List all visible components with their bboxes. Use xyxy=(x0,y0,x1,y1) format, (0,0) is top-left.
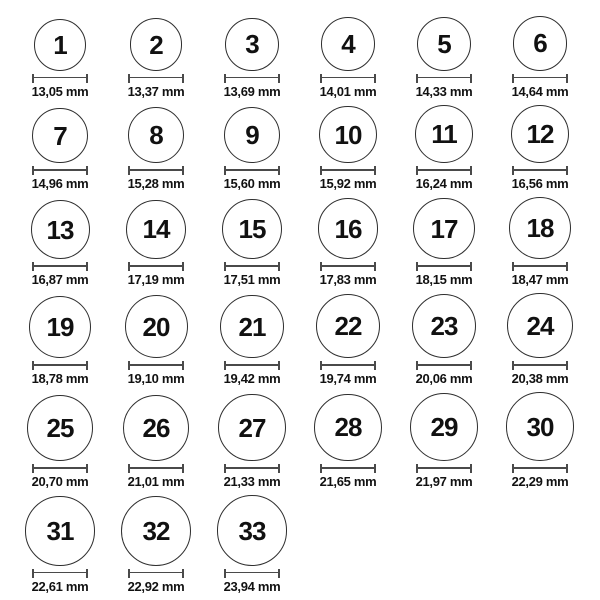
ring-size-cell xyxy=(396,294,492,387)
chart-row xyxy=(12,105,588,191)
ring-size-cell xyxy=(12,395,108,489)
ring-size-number: 10 xyxy=(334,119,362,150)
ring-circle xyxy=(511,105,569,163)
measure-line-bar xyxy=(322,467,374,469)
ring-circle xyxy=(27,395,93,461)
diameter-label: 18,78 mm xyxy=(31,371,89,387)
measure-line-bar xyxy=(322,364,374,366)
diameter-label: 15,28 mm xyxy=(127,176,185,192)
diameter-measure-line xyxy=(128,166,184,175)
measure-line-bar xyxy=(514,364,566,366)
diameter-label: 23,94 mm xyxy=(223,578,281,594)
diameter-measure-line xyxy=(32,464,88,473)
diameter-measure-line xyxy=(320,74,376,83)
diameter-label: 17,19 mm xyxy=(127,272,185,288)
measure-line-bar xyxy=(226,77,278,79)
ring-size-cell xyxy=(204,394,300,489)
ring-size-number: 8 xyxy=(149,120,163,151)
ring-circle xyxy=(130,18,183,71)
diameter-measure-line xyxy=(416,464,472,473)
ring-size-number: 28 xyxy=(334,412,362,443)
ring-size-number: 22 xyxy=(334,311,362,342)
ring-circle xyxy=(314,394,382,462)
measure-line-bar xyxy=(418,77,470,79)
measure-line-bar xyxy=(418,467,470,469)
diameter-label: 13,69 mm xyxy=(223,83,281,99)
ring-size-cell xyxy=(108,395,204,490)
ring-circle xyxy=(506,392,575,461)
ring-size-cell xyxy=(108,200,204,288)
ring-circle xyxy=(321,17,375,71)
ring-circle xyxy=(507,293,572,358)
diameter-measure-line xyxy=(416,262,472,271)
ring-circle xyxy=(513,16,568,71)
ring-size-number: 1 xyxy=(53,29,67,60)
measure-line-bar xyxy=(34,77,86,79)
measure-line-bar xyxy=(226,265,278,267)
measure-line-bar xyxy=(514,77,566,79)
measure-line-bar xyxy=(130,364,182,366)
ring-size-cell xyxy=(12,108,108,192)
diameter-label: 16,24 mm xyxy=(415,176,473,192)
ring-size-cell xyxy=(300,106,396,191)
diameter-label: 21,01 mm xyxy=(127,474,185,490)
measure-line-bar xyxy=(34,169,86,171)
diameter-label: 14,01 mm xyxy=(319,83,377,99)
ring-circle xyxy=(318,198,379,259)
ring-size-number: 27 xyxy=(238,412,266,443)
ring-size-cell xyxy=(300,198,396,287)
measure-line-bar xyxy=(226,572,278,574)
measure-line-bar xyxy=(34,467,86,469)
ring-circle xyxy=(316,294,380,358)
chart-row xyxy=(12,293,588,386)
diameter-measure-line xyxy=(224,569,280,578)
ring-size-cell xyxy=(204,295,300,387)
diameter-label: 20,06 mm xyxy=(415,371,473,387)
ring-circle xyxy=(121,496,191,566)
diameter-label: 20,38 mm xyxy=(511,371,569,387)
diameter-measure-line xyxy=(320,464,376,473)
diameter-label: 21,33 mm xyxy=(223,474,281,490)
diameter-measure-line xyxy=(32,166,88,175)
ring-circle xyxy=(123,395,190,462)
diameter-label: 14,33 mm xyxy=(415,83,473,99)
diameter-label: 13,37 mm xyxy=(127,83,185,99)
diameter-measure-line xyxy=(224,74,280,83)
measure-line-bar xyxy=(322,77,374,79)
ring-size-cell xyxy=(108,18,204,99)
measure-line-bar xyxy=(226,364,278,366)
ring-circle xyxy=(128,107,184,163)
diameter-measure-line xyxy=(416,166,472,175)
diameter-measure-line xyxy=(128,464,184,473)
diameter-measure-line xyxy=(320,361,376,370)
ring-size-number: 25 xyxy=(46,413,74,444)
ring-size-number: 3 xyxy=(245,29,259,60)
ring-circle xyxy=(415,105,473,163)
ring-size-cell xyxy=(12,496,108,593)
ring-size-number: 7 xyxy=(53,120,67,151)
ring-size-cell xyxy=(300,17,396,99)
diameter-label: 22,92 mm xyxy=(127,578,185,594)
diameter-label: 16,87 mm xyxy=(31,272,89,288)
ring-circle xyxy=(319,106,376,163)
ring-size-cell xyxy=(12,296,108,386)
diameter-measure-line xyxy=(32,569,88,578)
ring-size-cell xyxy=(396,198,492,287)
measure-line-bar xyxy=(130,467,182,469)
diameter-label: 22,29 mm xyxy=(511,474,569,490)
diameter-measure-line xyxy=(416,74,472,83)
ring-size-cell xyxy=(204,199,300,287)
ring-size-cell xyxy=(300,394,396,490)
diameter-label: 19,74 mm xyxy=(319,371,377,387)
diameter-measure-line xyxy=(128,262,184,271)
ring-size-number: 2 xyxy=(149,29,163,60)
ring-size-cell xyxy=(396,105,492,191)
ring-circle xyxy=(126,200,186,260)
ring-size-number: 11 xyxy=(431,119,457,150)
diameter-measure-line xyxy=(320,166,376,175)
ring-circle xyxy=(410,393,478,461)
diameter-measure-line xyxy=(32,361,88,370)
diameter-measure-line xyxy=(128,569,184,578)
chart-row xyxy=(12,392,588,489)
ring-size-number: 4 xyxy=(341,29,355,60)
diameter-measure-line xyxy=(224,464,280,473)
ring-size-number: 29 xyxy=(430,412,458,443)
measure-line-bar xyxy=(34,265,86,267)
ring-size-number: 20 xyxy=(142,311,170,342)
diameter-label: 17,83 mm xyxy=(319,272,377,288)
ring-size-number: 19 xyxy=(46,312,74,343)
ring-size-number: 33 xyxy=(238,515,266,546)
measure-line-bar xyxy=(226,467,278,469)
diameter-label: 19,42 mm xyxy=(223,371,281,387)
diameter-measure-line xyxy=(224,262,280,271)
ring-size-number: 15 xyxy=(238,214,266,245)
ring-size-number: 32 xyxy=(142,515,170,546)
ring-circle xyxy=(29,296,91,358)
ring-size-cell xyxy=(204,107,300,192)
ring-circle xyxy=(217,495,288,566)
ring-circle xyxy=(34,19,86,71)
measure-line-bar xyxy=(514,265,566,267)
chart-row xyxy=(12,16,588,99)
ring-circle xyxy=(224,107,281,164)
ring-size-cell xyxy=(204,495,300,594)
diameter-measure-line xyxy=(32,74,88,83)
ring-size-number: 14 xyxy=(142,214,170,245)
ring-size-cell xyxy=(204,18,300,99)
diameter-label: 22,61 mm xyxy=(31,578,89,594)
diameter-measure-line xyxy=(416,361,472,370)
ring-size-cell xyxy=(492,105,588,191)
diameter-label: 20,70 mm xyxy=(31,474,89,490)
measure-line-bar xyxy=(130,77,182,79)
diameter-label: 15,60 mm xyxy=(223,176,281,192)
ring-circle xyxy=(218,394,285,461)
ring-circle xyxy=(222,199,282,259)
ring-size-number: 24 xyxy=(526,310,554,341)
diameter-measure-line xyxy=(224,166,280,175)
ring-size-number: 30 xyxy=(526,411,554,442)
diameter-label: 18,15 mm xyxy=(415,272,473,288)
measure-line-bar xyxy=(418,364,470,366)
ring-size-cell xyxy=(492,16,588,99)
ring-circle xyxy=(220,295,284,359)
measure-line-bar xyxy=(322,265,374,267)
ring-circle xyxy=(509,197,571,259)
ring-size-number: 12 xyxy=(526,119,554,150)
ring-size-number: 16 xyxy=(334,213,362,244)
ring-size-number: 9 xyxy=(245,119,259,150)
ring-size-number: 17 xyxy=(430,213,458,244)
diameter-measure-line xyxy=(512,166,568,175)
ring-size-cell xyxy=(492,197,588,287)
ring-size-number: 13 xyxy=(46,214,74,245)
ring-circle xyxy=(413,198,474,259)
ring-size-cell xyxy=(300,294,396,386)
ring-size-number: 26 xyxy=(142,413,170,444)
ring-size-cell xyxy=(492,293,588,386)
diameter-measure-line xyxy=(512,361,568,370)
diameter-measure-line xyxy=(320,262,376,271)
ring-size-number: 5 xyxy=(437,28,451,59)
ring-size-cell xyxy=(108,107,204,191)
measure-line-bar xyxy=(34,572,86,574)
ring-size-cell xyxy=(12,19,108,99)
diameter-measure-line xyxy=(512,464,568,473)
diameter-measure-line xyxy=(512,262,568,271)
ring-size-number: 31 xyxy=(46,516,74,547)
ring-size-cell xyxy=(396,17,492,99)
diameter-label: 14,64 mm xyxy=(511,83,569,99)
diameter-measure-line xyxy=(32,262,88,271)
ring-circle xyxy=(31,200,90,259)
ring-size-cell xyxy=(396,393,492,489)
ring-size-cell xyxy=(12,200,108,287)
measure-line-bar xyxy=(322,169,374,171)
ring-circle xyxy=(25,496,94,565)
ring-circle xyxy=(412,294,477,359)
diameter-label: 18,47 mm xyxy=(511,272,569,288)
ring-size-number: 18 xyxy=(526,213,554,244)
ring-circle xyxy=(417,17,471,71)
measure-line-bar xyxy=(226,169,278,171)
diameter-label: 14,96 mm xyxy=(31,176,89,192)
ring-circle xyxy=(32,108,88,164)
ring-circle xyxy=(225,18,278,71)
diameter-measure-line xyxy=(224,361,280,370)
chart-row xyxy=(12,197,588,287)
diameter-label: 19,10 mm xyxy=(127,371,185,387)
measure-line-bar xyxy=(130,572,182,574)
measure-line-bar xyxy=(130,169,182,171)
ring-size-cell xyxy=(108,295,204,386)
measure-line-bar xyxy=(130,265,182,267)
diameter-label: 21,97 mm xyxy=(415,474,473,490)
chart-row xyxy=(12,495,588,594)
diameter-measure-line xyxy=(512,74,568,83)
ring-size-number: 6 xyxy=(533,28,547,59)
diameter-label: 17,51 mm xyxy=(223,272,281,288)
measure-line-bar xyxy=(418,265,470,267)
ring-size-cell xyxy=(492,392,588,489)
measure-line-bar xyxy=(514,467,566,469)
diameter-measure-line xyxy=(128,361,184,370)
diameter-label: 16,56 mm xyxy=(511,176,569,192)
ring-circle xyxy=(125,295,188,358)
measure-line-bar xyxy=(34,364,86,366)
diameter-label: 21,65 mm xyxy=(319,474,377,490)
diameter-measure-line xyxy=(128,74,184,83)
ring-size-number: 23 xyxy=(430,311,458,342)
diameter-label: 13,05 mm xyxy=(31,83,89,99)
measure-line-bar xyxy=(514,169,566,171)
measure-line-bar xyxy=(418,169,470,171)
ring-size-number: 21 xyxy=(238,311,266,342)
diameter-label: 15,92 mm xyxy=(319,176,377,192)
ring-size-cell xyxy=(108,496,204,594)
